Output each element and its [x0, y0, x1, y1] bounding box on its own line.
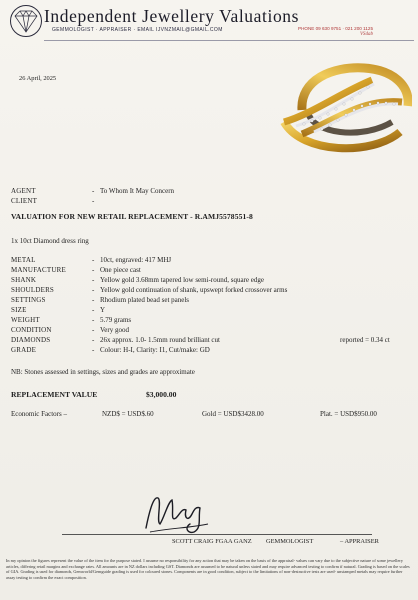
document-date: 26 April, 2025	[19, 75, 57, 82]
signature-line	[62, 534, 372, 535]
detail-dash: -	[92, 296, 95, 304]
detail-label: MANUFACTURE	[11, 266, 66, 274]
detail-value: Rhodium plated bead set panels	[100, 296, 190, 304]
replacement-value: $3,000.00	[146, 390, 177, 399]
detail-label: SIZE	[11, 306, 27, 314]
detail-value: Yellow gold continuation of shank, upswept forked crossover arms	[100, 286, 288, 294]
detail-value: Yellow gold 3.68mm tapered low semi-round, square edge	[100, 276, 264, 284]
detail-dash: -	[92, 336, 95, 344]
detail-value: Y	[100, 306, 106, 314]
agent-dash: -	[92, 187, 95, 195]
detail-value: 26x approx. 1.0- 1.5mm round brilliant cut	[100, 336, 220, 344]
replacement-value-label: REPLACEMENT VALUE	[11, 390, 98, 399]
detail-label: SHOULDERS	[11, 286, 55, 294]
header-divider	[44, 40, 414, 41]
detail-label: WEIGHT	[11, 316, 40, 324]
economic-factors-label: Economic Factors –	[11, 410, 67, 418]
detail-value: Very good	[100, 326, 129, 334]
detail-dash: -	[92, 326, 95, 334]
detail-label: DIAMONDS	[11, 336, 51, 344]
appraiser-role-2: – APPRAISER	[340, 538, 379, 545]
detail-dash: -	[92, 266, 95, 274]
detail-label: GRADE	[11, 346, 37, 354]
approximation-note: NB: Stones assessed in settings, sizes and grades are approximate	[11, 368, 195, 376]
detail-label: CONDITION	[11, 326, 52, 334]
detail-dash: -	[92, 306, 95, 314]
detail-dash: -	[92, 256, 95, 264]
item-description: 1x 10ct Diamond dress ring	[11, 237, 89, 245]
handwritten-signature	[140, 488, 210, 536]
brand-contact: GEMMOLOGIST · APPRAISER · EMAIL IJVNZMAIL@GMAIL.COM	[52, 27, 223, 33]
gold-price: Gold = USD$3428.00	[202, 410, 264, 418]
exchange-rate: NZD$ = USD$.60	[102, 410, 154, 418]
detail-dash: -	[92, 346, 95, 354]
agent-label: AGENT	[11, 187, 36, 195]
ring-photo	[262, 62, 412, 157]
client-label: CLIENT	[11, 197, 38, 205]
detail-label: METAL	[11, 256, 36, 264]
diamond-logo-icon	[8, 4, 44, 38]
detail-dash: -	[92, 316, 95, 324]
reported-weight: reported = 0.34 ct	[340, 336, 390, 344]
agent-value: To Whom It May Concern	[100, 187, 175, 195]
detail-dash: -	[92, 286, 95, 294]
detail-label: SETTINGS	[11, 296, 46, 304]
appraiser-name: SCOTT CRAIG FGAA GANZ	[172, 538, 252, 545]
detail-value: Colour: H-I, Clarity: I1, Cut/make: GD	[100, 346, 210, 354]
detail-label: SHANK	[11, 276, 37, 284]
brand-handwritten-tag: VS4ab	[360, 32, 374, 37]
brand-phone: PHONE 09 630 9751 · 021 200 1125	[298, 26, 374, 31]
client-dash: -	[92, 197, 95, 205]
valuation-title: VALUATION FOR NEW RETAIL REPLACEMENT - R.AMJ5578551-8	[11, 212, 253, 221]
brand-name: Independent Jewellery Valuations	[44, 6, 300, 26]
detail-value: One piece cast	[100, 266, 141, 274]
platinum-price: Plat. = USD$950.00	[320, 410, 377, 418]
detail-value: 5.79 grams	[100, 316, 132, 324]
disclaimer-fine-print: In my opinion the figures represent the value of the item for the purpose stated. I assume no responsibility for any action that may be taken on the basis of the appraisal- values can vary due to the subjective nature of some jewellery articles, differing retail margins and exchange rates. All amounts are in NZ dollars including GST. Diamonds are assumed to be natural unless stated and may require advanced testing to confirm if natural. Grading is based on the scales of GIA. Grading is used for diamonds, Gemworld/Gemguide grading is used for coloured stones. Components are in good condition, subject to the limitations of non-destructive tests are used- unstamped metals may require further assay testing to confirm the exact composition.	[6, 558, 410, 580]
detail-value: 10ct, engraved: 417 MHJ	[100, 256, 172, 264]
appraiser-role: GEMMOLOGIST	[266, 538, 314, 545]
detail-dash: -	[92, 276, 95, 284]
